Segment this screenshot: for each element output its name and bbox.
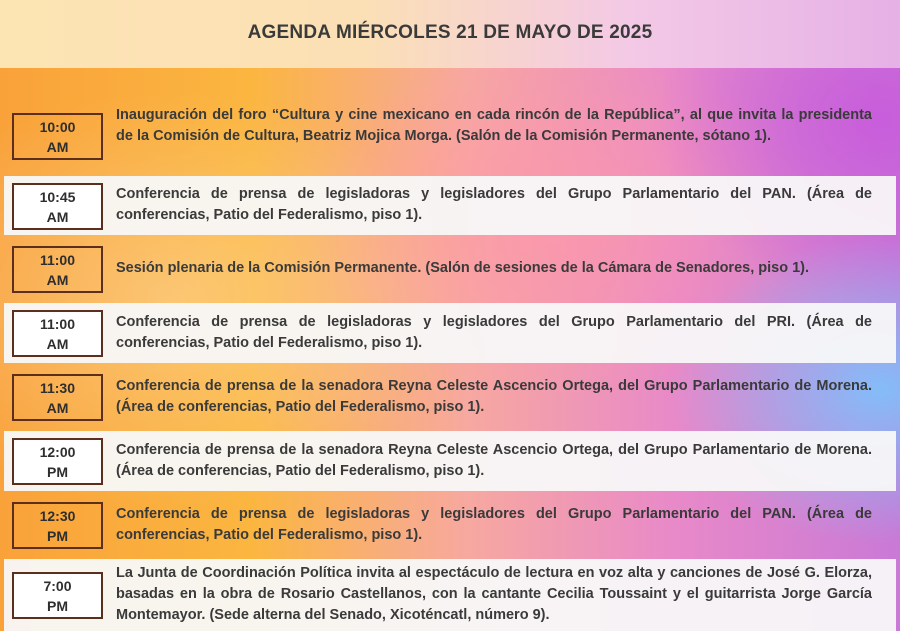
event-description: Conferencia de prensa de legisladoras y legisladores del Grupo Parlamentario del PAN. (Área de conferencias, Patio del Federalismo, piso 1).	[116, 186, 872, 223]
event-description: Inauguración del foro “Cultura y cine mexicano en cada rincón de la República”, al que invita la presidenta de la Comisión de Cultura, Beatriz Mojica Morga. (Salón de la Comisión Permanente, sótano 1).	[116, 107, 872, 144]
time-badge	[12, 502, 103, 549]
event-description: Sesión plenaria de la Comisión Permanente. (Salón de sesiones de la Cámara de Senadores, piso 1).	[116, 260, 810, 276]
time-badge	[12, 374, 103, 421]
time-period: PM	[47, 463, 68, 480]
time-badge	[12, 310, 103, 357]
time-value: 11:00	[39, 315, 76, 332]
time-badge	[12, 572, 103, 619]
time-badge	[12, 246, 103, 293]
time-period: AM	[46, 138, 69, 155]
time-period: PM	[47, 527, 68, 544]
event-description: Conferencia de prensa de la senadora Reyna Celeste Ascencio Ortega, del Grupo Parlamentario de Morena. (Área de conferencias, Patio del Federalismo, piso 1).	[116, 378, 872, 415]
time-value: 12:30	[39, 507, 76, 524]
time-value: 7:00	[43, 577, 72, 594]
time-value: 11:30	[39, 379, 76, 396]
time-period: AM	[46, 208, 69, 225]
page-title: AGENDA MIÉRCOLES 21 DE MAYO DE 2025	[247, 22, 653, 43]
event-description: Conferencia de prensa de legisladoras y legisladores del Grupo Parlamentario del PRI. (Área de conferencias, Patio del Federalismo, piso 1).	[116, 314, 872, 351]
time-badge	[12, 113, 103, 160]
time-period: PM	[47, 597, 68, 614]
event-description: La Junta de Coordinación Política invita al espectáculo de lectura en voz alta y canciones de José G. Elorza, basadas en la obra de Rosario Castellanos, con la cantante Cecilia Toussaint y el guitarrista Jorge García Montemayor. (Sede alterna del Senado, Xicoténcatl, número 9).	[116, 565, 872, 623]
time-period: AM	[46, 335, 69, 352]
event-description: Conferencia de prensa de la senadora Reyna Celeste Ascencio Ortega, del Grupo Parlamentario de Morena. (Área de conferencias, Patio del Federalismo, piso 1).	[116, 442, 872, 479]
time-badge	[12, 183, 103, 230]
time-value: 10:45	[39, 188, 76, 205]
time-value: 12:00	[39, 443, 76, 460]
agenda-item	[4, 303, 896, 363]
time-period: AM	[46, 399, 69, 416]
time-value: 10:00	[39, 118, 76, 135]
agenda-item	[4, 431, 896, 491]
agenda-item	[4, 495, 896, 555]
agenda-item	[4, 176, 896, 235]
time-badge	[12, 438, 103, 485]
time-period: AM	[46, 271, 69, 288]
time-value: 11:00	[39, 251, 76, 268]
agenda-item	[4, 98, 896, 172]
agenda-item	[4, 239, 896, 299]
agenda-item	[4, 559, 896, 631]
event-description: Conferencia de prensa de legisladoras y legisladores del Grupo Parlamentario del PAN. (Área de conferencias, Patio del Federalismo, piso 1).	[116, 506, 872, 543]
agenda-item	[4, 367, 896, 427]
agenda-header	[0, 0, 900, 68]
